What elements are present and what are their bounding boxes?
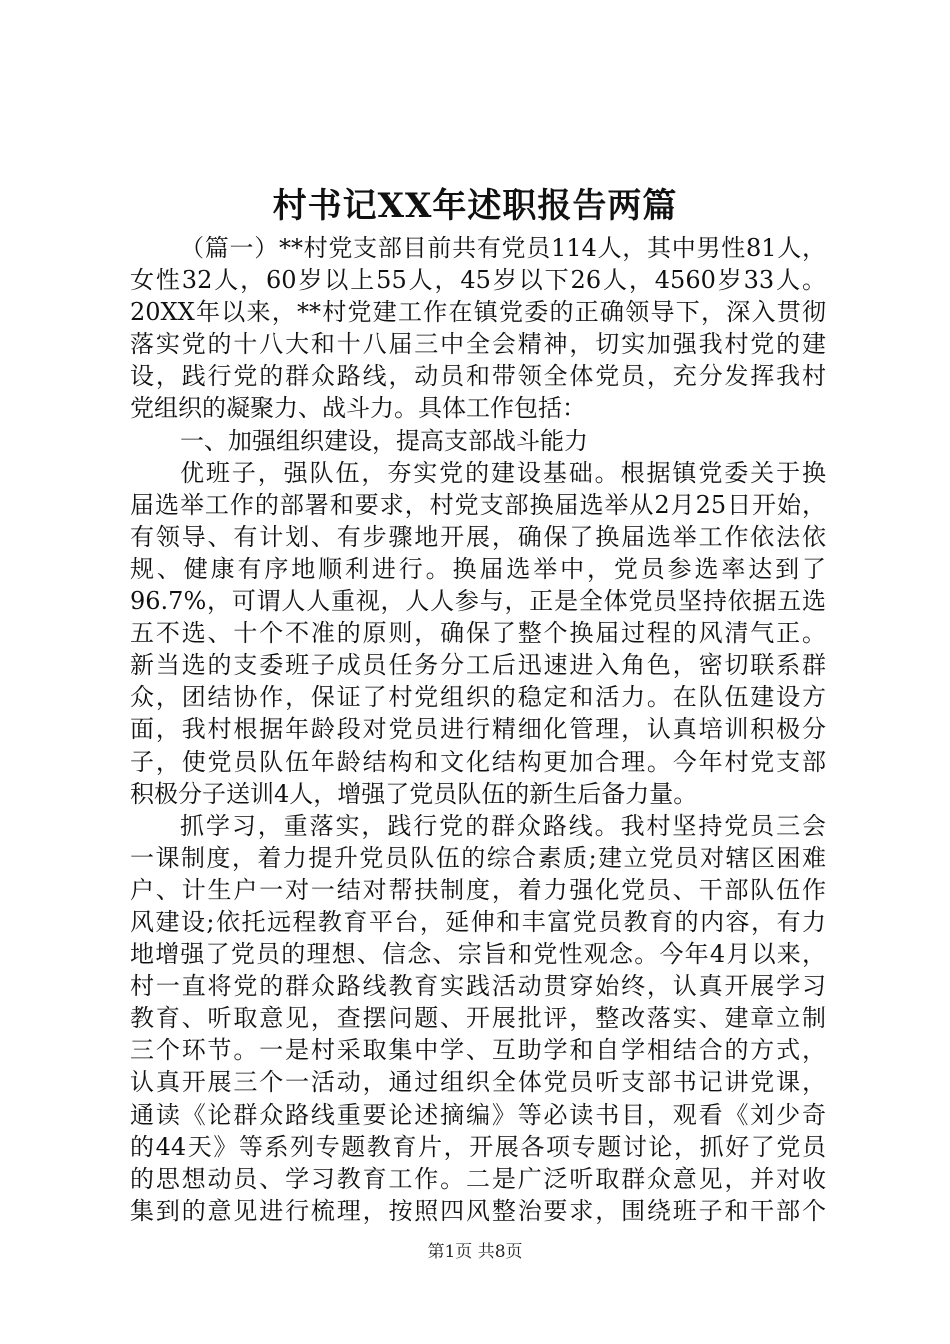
body-line: 落实党的十八大和十八届三中全会精神，切实加强我村党的建 <box>130 330 826 359</box>
body-line: 96.7%，可谓人人重视，人人参与，正是全体党员坚持依据五选 <box>130 587 826 616</box>
body-line: 党组织的凝聚力、战斗力。具体工作包括： <box>130 394 586 423</box>
body-line: 众，团结协作，保证了村党组织的稳定和活力。在队伍建设方 <box>130 683 826 712</box>
body-line: 子，使党员队伍年龄结构和文化结构更加合理。今年村党支部 <box>130 747 826 776</box>
body-line: 抓学习，重落实，践行党的群众路线。我村坚持党员三会 <box>180 811 826 840</box>
document-body <box>130 232 826 1227</box>
body-line: 地增强了党员的理想、信念、宗旨和党性观念。今年4月以来， <box>130 940 826 969</box>
body-line: 一课制度，着力提升党员队伍的综合素质;建立党员对辖区困难 <box>130 843 826 872</box>
body-line: 教育、听取意见，查摆问题、开展批评，整改落实、建章立制 <box>130 1004 826 1033</box>
body-line: 届选举工作的部署和要求，村党支部换届选举从2月25日开始， <box>130 490 826 519</box>
body-line: 集到的意见进行梳理，按照四风整治要求，围绕班子和干部个 <box>130 1196 826 1225</box>
body-line: 的44天》等系列专题教育片，开展各项专题讨论，抓好了党员 <box>130 1132 826 1161</box>
body-line: 通读《论群众路线重要论述摘编》等必读书目，观看《刘少奇 <box>130 1100 826 1129</box>
section-heading: 一、加强组织建设，提高支部战斗能力 <box>180 426 588 455</box>
body-line: 三个环节。一是村采取集中学、互助学和自学相结合的方式， <box>130 1036 826 1065</box>
body-line: 认真开展三个一活动，通过组织全体党员听支部书记讲党课， <box>130 1068 826 1097</box>
page-number-footer: 第1页 共8页 <box>427 1242 523 1262</box>
body-line: 新当选的支委班子成员任务分工后迅速进入角色，密切联系群 <box>130 651 826 680</box>
body-line: 优班子，强队伍，夯实党的建设基础。根据镇党委关于换 <box>180 458 826 487</box>
body-line: 规、健康有序地顺利进行。换届选举中，党员参选率达到了 <box>130 554 826 583</box>
body-line: 五不选、十个不准的原则，确保了整个换届过程的风清气正。 <box>130 619 826 648</box>
body-line: （篇一）**村党支部目前共有党员114人，其中男性81人， <box>180 234 826 262</box>
body-line: 积极分子送训4人，增强了党员队伍的新生后备力量。 <box>130 779 698 808</box>
body-line: 村一直将党的群众路线教育实践活动贯穿始终，认真开展学习 <box>130 972 826 1001</box>
body-line: 女性32人，60岁以上55人，45岁以下26人，4560岁33人。 <box>130 266 826 295</box>
body-line: 设，践行党的群众路线，动员和带领全体党员，充分发挥我村 <box>130 362 826 391</box>
body-line: 有领导、有计划、有步骤地开展，确保了换届选举工作依法依 <box>130 522 826 551</box>
body-line: 风建设;依托远程教育平台，延伸和丰富党员教育的内容，有力 <box>130 907 826 936</box>
body-line: 面，我村根据年龄段对党员进行精细化管理，认真培训积极分 <box>130 715 826 744</box>
body-line: 的思想动员、学习教育工作。二是广泛听取群众意见，并对收 <box>130 1164 826 1193</box>
body-line: 户、计生户一对一结对帮扶制度，着力强化党员、干部队伍作 <box>130 875 826 904</box>
document-title: 村书记XX年述职报告两篇 <box>272 186 678 226</box>
body-line: 20XX年以来，**村党建工作在镇党委的正确领导下，深入贯彻 <box>130 298 826 327</box>
